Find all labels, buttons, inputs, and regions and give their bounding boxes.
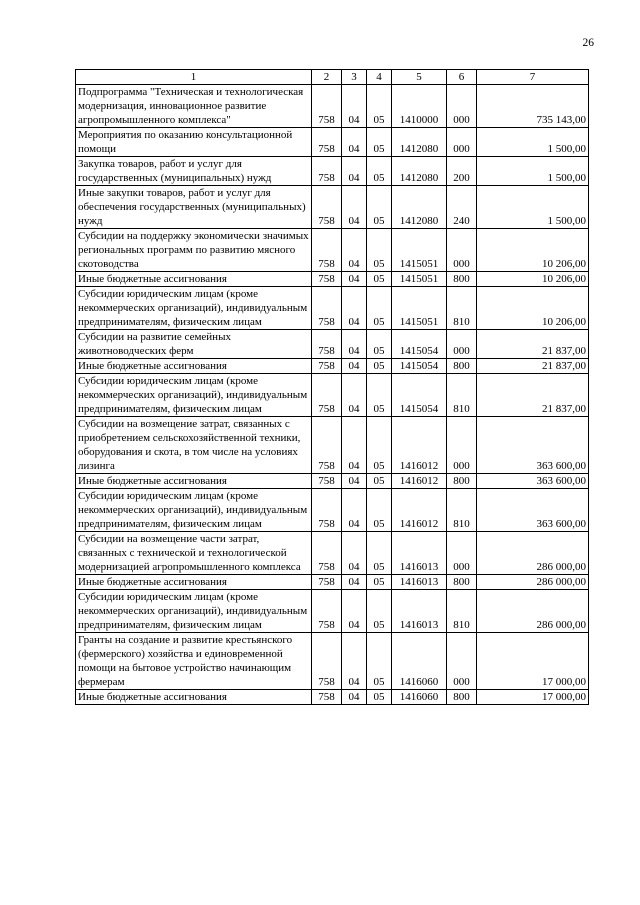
code-cell: 758 xyxy=(312,532,342,575)
table-body xyxy=(76,70,589,705)
code-cell: 758 xyxy=(312,186,342,229)
budget-item-name: Субсидии на поддержку экономически значимых региональных программ по развитию мясного скотоводства xyxy=(76,229,312,272)
budget-item-name: Субсидии юридическим лицам (кроме некоммерческих организаций), индивидуальным предпринимателям, физическим лицам xyxy=(76,287,312,330)
subsection-cell: 05 xyxy=(367,287,392,330)
target-article-cell: 1416060 xyxy=(392,690,447,705)
expense-type-cell: 800 xyxy=(447,474,477,489)
expense-type-cell: 000 xyxy=(447,417,477,474)
table-row xyxy=(76,374,589,417)
table-row xyxy=(76,186,589,229)
amount-cell: 21 837,00 xyxy=(477,330,589,359)
subsection-cell: 05 xyxy=(367,690,392,705)
amount-cell: 10 206,00 xyxy=(477,272,589,287)
section-cell: 04 xyxy=(342,186,367,229)
expense-type-cell: 810 xyxy=(447,287,477,330)
table-row xyxy=(76,229,589,272)
code-cell: 758 xyxy=(312,575,342,590)
expense-type-cell: 000 xyxy=(447,330,477,359)
expense-type-cell: 810 xyxy=(447,489,477,532)
amount-cell: 286 000,00 xyxy=(477,590,589,633)
code-cell: 758 xyxy=(312,157,342,186)
target-article-cell: 1415051 xyxy=(392,287,447,330)
code-cell: 758 xyxy=(312,330,342,359)
budget-item-name: Гранты на создание и развитие крестьянского (фермерского) хозяйства и единовременной помощи на бытовое устройство начинающим фермерам xyxy=(76,633,312,690)
target-article-cell: 1416013 xyxy=(392,532,447,575)
amount-cell: 363 600,00 xyxy=(477,417,589,474)
subsection-cell: 05 xyxy=(367,157,392,186)
section-cell: 04 xyxy=(342,633,367,690)
amount-cell: 286 000,00 xyxy=(477,532,589,575)
section-cell: 04 xyxy=(342,272,367,287)
subsection-cell: 05 xyxy=(367,186,392,229)
code-cell: 758 xyxy=(312,633,342,690)
expense-type-cell: 810 xyxy=(447,374,477,417)
expense-type-cell: 000 xyxy=(447,532,477,575)
target-article-cell: 1415054 xyxy=(392,374,447,417)
subsection-cell: 05 xyxy=(367,575,392,590)
budget-item-name: Подпрограмма "Техническая и технологическая модернизация, инновационное развитие агропромышленного комплекса" xyxy=(76,85,312,128)
table-row xyxy=(76,359,589,374)
code-cell: 758 xyxy=(312,287,342,330)
subsection-cell: 05 xyxy=(367,489,392,532)
header-cell: 7 xyxy=(477,70,589,85)
target-article-cell: 1415054 xyxy=(392,330,447,359)
table-row xyxy=(76,417,589,474)
target-article-cell: 1415051 xyxy=(392,229,447,272)
target-article-cell: 1412080 xyxy=(392,128,447,157)
table-row xyxy=(76,690,589,705)
budget-item-name: Субсидии на развитие семейных животноводческих ферм xyxy=(76,330,312,359)
subsection-cell: 05 xyxy=(367,532,392,575)
expense-type-cell: 200 xyxy=(447,157,477,186)
budget-item-name: Иные бюджетные ассигнования xyxy=(76,272,312,287)
subsection-cell: 05 xyxy=(367,374,392,417)
expense-type-cell: 000 xyxy=(447,85,477,128)
target-article-cell: 1410000 xyxy=(392,85,447,128)
subsection-cell: 05 xyxy=(367,85,392,128)
expense-type-cell: 800 xyxy=(447,359,477,374)
expense-type-cell: 240 xyxy=(447,186,477,229)
target-article-cell: 1412080 xyxy=(392,186,447,229)
target-article-cell: 1415051 xyxy=(392,272,447,287)
subsection-cell: 05 xyxy=(367,272,392,287)
code-cell: 758 xyxy=(312,359,342,374)
target-article-cell: 1412080 xyxy=(392,157,447,186)
subsection-cell: 05 xyxy=(367,229,392,272)
expense-type-cell: 800 xyxy=(447,690,477,705)
budget-item-name: Иные закупки товаров, работ и услуг для обеспечения государственных (муниципальных) нужд xyxy=(76,186,312,229)
table-row xyxy=(76,287,589,330)
section-cell: 04 xyxy=(342,690,367,705)
amount-cell: 286 000,00 xyxy=(477,575,589,590)
amount-cell: 363 600,00 xyxy=(477,474,589,489)
section-cell: 04 xyxy=(342,157,367,186)
subsection-cell: 05 xyxy=(367,359,392,374)
amount-cell: 21 837,00 xyxy=(477,359,589,374)
table-row xyxy=(76,489,589,532)
amount-cell: 1 500,00 xyxy=(477,128,589,157)
section-cell: 04 xyxy=(342,417,367,474)
table-row xyxy=(76,532,589,575)
header-cell: 5 xyxy=(392,70,447,85)
code-cell: 758 xyxy=(312,474,342,489)
amount-cell: 10 206,00 xyxy=(477,229,589,272)
table-row xyxy=(76,330,589,359)
code-cell: 758 xyxy=(312,229,342,272)
section-cell: 04 xyxy=(342,229,367,272)
budget-item-name: Субсидии юридическим лицам (кроме некоммерческих организаций), индивидуальным предпринимателям, физическим лицам xyxy=(76,489,312,532)
budget-item-name: Иные бюджетные ассигнования xyxy=(76,575,312,590)
subsection-cell: 05 xyxy=(367,590,392,633)
page-number: 26 xyxy=(582,37,594,49)
subsection-cell: 05 xyxy=(367,330,392,359)
table-row xyxy=(76,575,589,590)
target-article-cell: 1416012 xyxy=(392,489,447,532)
amount-cell: 1 500,00 xyxy=(477,157,589,186)
amount-cell: 735 143,00 xyxy=(477,85,589,128)
budget-item-name: Иные бюджетные ассигнования xyxy=(76,474,312,489)
code-cell: 758 xyxy=(312,128,342,157)
header-cell: 3 xyxy=(342,70,367,85)
table-row xyxy=(76,128,589,157)
code-cell: 758 xyxy=(312,590,342,633)
section-cell: 04 xyxy=(342,287,367,330)
code-cell: 758 xyxy=(312,272,342,287)
budget-item-name: Мероприятия по оказанию консультационной помощи xyxy=(76,128,312,157)
table-row xyxy=(76,474,589,489)
table-row xyxy=(76,157,589,186)
section-cell: 04 xyxy=(342,575,367,590)
section-cell: 04 xyxy=(342,590,367,633)
section-cell: 04 xyxy=(342,532,367,575)
table-row xyxy=(76,85,589,128)
code-cell: 758 xyxy=(312,489,342,532)
expense-type-cell: 800 xyxy=(447,575,477,590)
code-cell: 758 xyxy=(312,417,342,474)
section-cell: 04 xyxy=(342,85,367,128)
target-article-cell: 1416013 xyxy=(392,590,447,633)
budget-item-name: Иные бюджетные ассигнования xyxy=(76,359,312,374)
subsection-cell: 05 xyxy=(367,633,392,690)
budget-item-name: Закупка товаров, работ и услуг для государственных (муниципальных) нужд xyxy=(76,157,312,186)
expense-type-cell: 800 xyxy=(447,272,477,287)
budget-item-name: Субсидии юридическим лицам (кроме некоммерческих организаций), индивидуальным предпринимателям, физическим лицам xyxy=(76,590,312,633)
expense-type-cell: 000 xyxy=(447,128,477,157)
expense-type-cell: 000 xyxy=(447,229,477,272)
amount-cell: 17 000,00 xyxy=(477,633,589,690)
section-cell: 04 xyxy=(342,489,367,532)
amount-cell: 10 206,00 xyxy=(477,287,589,330)
budget-item-name: Субсидии на возмещение части затрат, связанных с технической и технологической модернизацией агропромышленного комплекса xyxy=(76,532,312,575)
table-row xyxy=(76,633,589,690)
budget-table xyxy=(75,69,589,705)
amount-cell: 17 000,00 xyxy=(477,690,589,705)
subsection-cell: 05 xyxy=(367,128,392,157)
section-cell: 04 xyxy=(342,474,367,489)
budget-item-name: Иные бюджетные ассигнования xyxy=(76,690,312,705)
subsection-cell: 05 xyxy=(367,417,392,474)
budget-item-name: Субсидии на возмещение затрат, связанных с приобретением сельскохозяйственной техники, оборудования и скота, в том числе на условиях лизинга xyxy=(76,417,312,474)
target-article-cell: 1416012 xyxy=(392,417,447,474)
target-article-cell: 1415054 xyxy=(392,359,447,374)
header-cell: 2 xyxy=(312,70,342,85)
target-article-cell: 1416060 xyxy=(392,633,447,690)
section-cell: 04 xyxy=(342,330,367,359)
expense-type-cell: 810 xyxy=(447,590,477,633)
section-cell: 04 xyxy=(342,359,367,374)
amount-cell: 21 837,00 xyxy=(477,374,589,417)
code-cell: 758 xyxy=(312,85,342,128)
subsection-cell: 05 xyxy=(367,474,392,489)
section-cell: 04 xyxy=(342,374,367,417)
code-cell: 758 xyxy=(312,374,342,417)
header-cell: 6 xyxy=(447,70,477,85)
table-header-row xyxy=(76,70,589,85)
code-cell: 758 xyxy=(312,690,342,705)
section-cell: 04 xyxy=(342,128,367,157)
amount-cell: 1 500,00 xyxy=(477,186,589,229)
header-cell: 1 xyxy=(76,70,312,85)
target-article-cell: 1416012 xyxy=(392,474,447,489)
table-row xyxy=(76,590,589,633)
header-cell: 4 xyxy=(367,70,392,85)
budget-item-name: Субсидии юридическим лицам (кроме некоммерческих организаций), индивидуальным предпринимателям, физическим лицам xyxy=(76,374,312,417)
target-article-cell: 1416013 xyxy=(392,575,447,590)
expense-type-cell: 000 xyxy=(447,633,477,690)
amount-cell: 363 600,00 xyxy=(477,489,589,532)
table-row xyxy=(76,272,589,287)
